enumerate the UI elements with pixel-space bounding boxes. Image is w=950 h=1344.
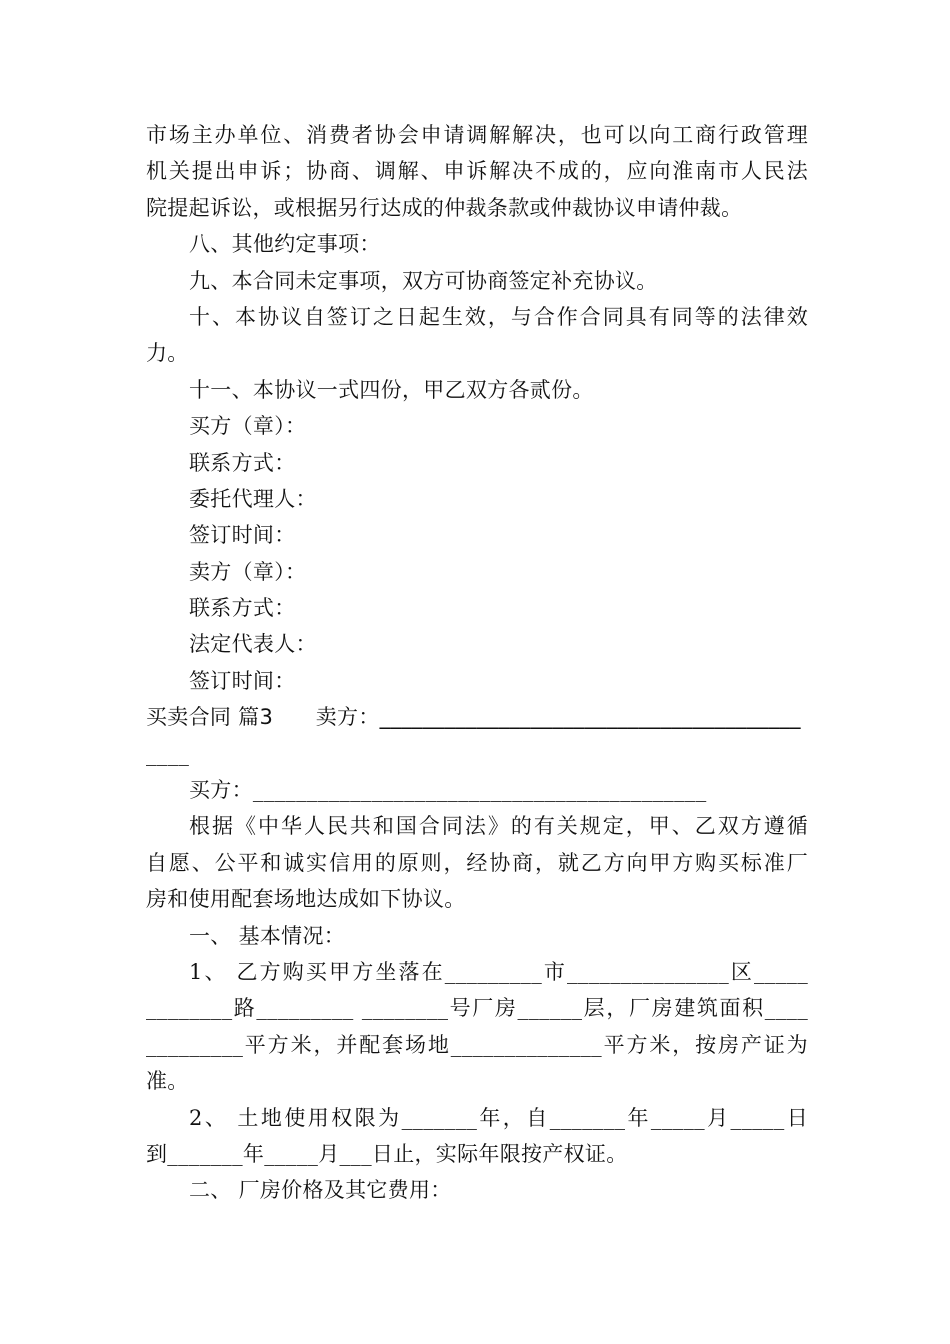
buyer-contact-label: 联系方式： bbox=[189, 450, 296, 475]
clause-11: 十一、本协议一式四份，甲乙双方各贰份。 bbox=[189, 377, 594, 402]
contract-title-seller-line: 买卖合同 篇3 卖方：_______________________________________ bbox=[146, 705, 801, 730]
clause-8: 八、其他约定事项： bbox=[189, 232, 381, 257]
text-line: 机关提出申诉；协商、调解、申诉解决不成的，应向淮南市人民法 bbox=[146, 159, 808, 184]
section-1-heading: 一、 基本情况： bbox=[189, 923, 346, 948]
buyer-agent-label: 委托代理人： bbox=[189, 486, 317, 511]
text-line: 力。 bbox=[146, 341, 189, 366]
seller-contact-label: 联系方式： bbox=[189, 596, 296, 621]
clause-9: 九、本合同未定事项，双方可协商签定补充协议。 bbox=[189, 268, 658, 293]
text-line: ________路_________ ________号厂房______层，厂房建筑面积____ bbox=[146, 996, 808, 1021]
text-line: 准。 bbox=[146, 1069, 189, 1094]
text-line: 到_______年_____月___日止，实际年限按产权证。 bbox=[146, 1141, 628, 1166]
buyer-sign-date-label: 签订时间： bbox=[189, 523, 296, 548]
clause-10: 十、本协议自签订之日起生效，与合作合同具有同等的法律效 bbox=[189, 304, 808, 329]
seller-seal-label: 卖方（章）： bbox=[189, 559, 307, 584]
seller-representative-label: 法定代表人： bbox=[189, 632, 317, 657]
text-line: _________平方米，并配套场地______________平方米，按房产证为 bbox=[146, 1032, 808, 1057]
item-1: 1、 乙方购买甲方坐落在_________市_______________区_____ bbox=[189, 959, 808, 984]
buyer-line: 买方：__________________________________________ bbox=[189, 778, 707, 803]
text-line: 院提起诉讼，或根据另行达成的仲裁条款或仲裁协议申请仲裁。 bbox=[146, 195, 743, 220]
text-line: 市场主办单位、消费者协会申请调解解决，也可以向工商行政管理 bbox=[146, 123, 808, 147]
section-2-heading: 二、 厂房价格及其它费用： bbox=[189, 1178, 452, 1203]
document-body bbox=[146, 117, 808, 1209]
item-2: 2、 土地使用权限为_______年，自_______年_____月_____日 bbox=[189, 1105, 808, 1130]
seller-sign-date-label: 签订时间： bbox=[189, 668, 296, 693]
buyer-seal-label: 买方（章）： bbox=[189, 414, 307, 439]
preamble: 根据《中华人民共和国合同法》的有关规定，甲、乙双方遵循 bbox=[189, 814, 808, 839]
text-line: 房和使用配套场地达成如下协议。 bbox=[146, 887, 466, 912]
text-line: ____ bbox=[146, 741, 190, 766]
text-line: 自愿、公平和诚实信用的原则，经协商，就乙方向甲方购买标准厂 bbox=[146, 850, 808, 875]
